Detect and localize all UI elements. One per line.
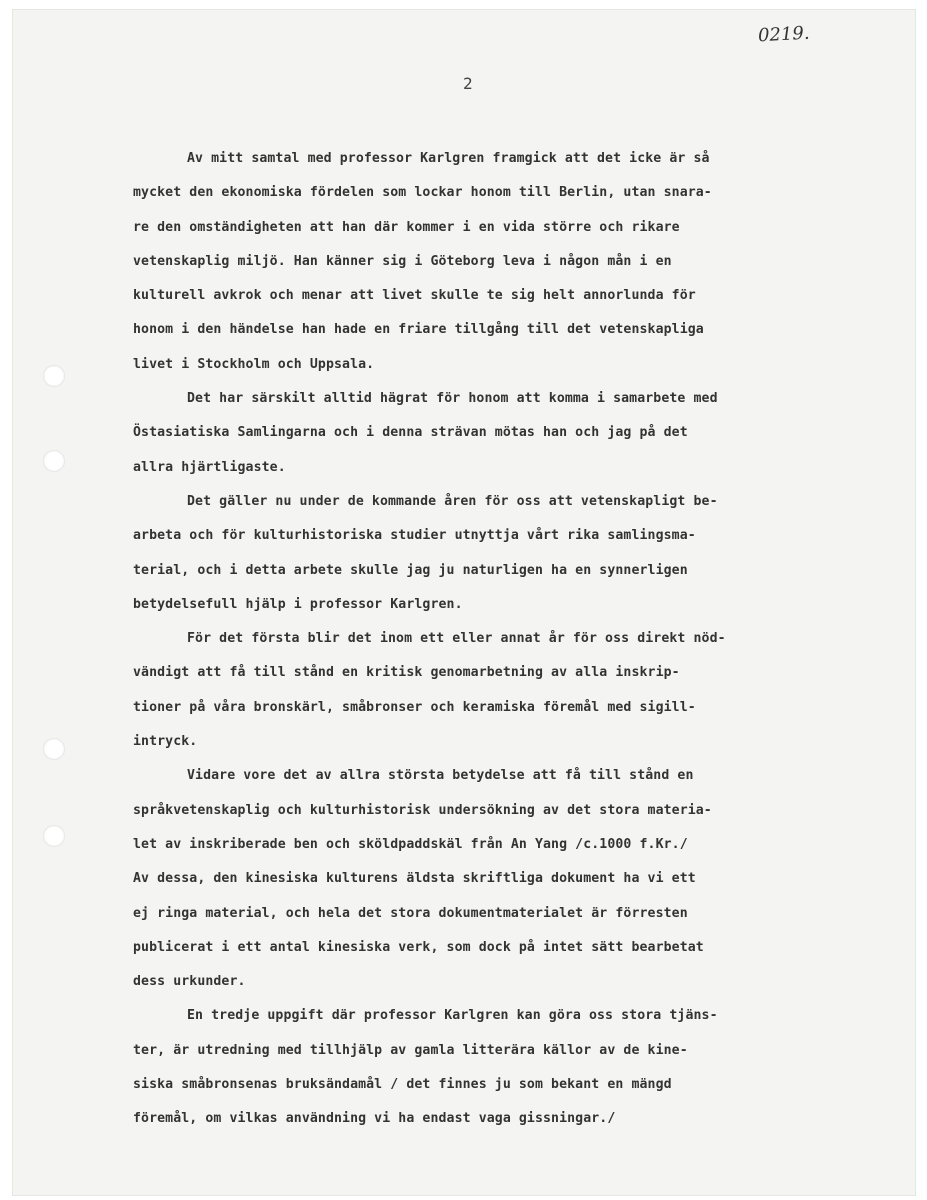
text-line: intryck. <box>133 734 198 750</box>
text-line: publicerat i ett antal kinesiska verk, som dock på intet sätt bearbetat <box>133 939 704 955</box>
text-line: vetenskaplig miljö. Han känner sig i Göteborg leva i någon mån i en <box>133 253 672 269</box>
text-line: honom i den händelse han hade en friare tillgång till det vetenskapliga <box>133 322 704 338</box>
text-line: let av inskriberade ben och sköldpaddskäl från An Yang /c.1000 f.Kr./ <box>133 836 688 852</box>
text-line: En tredje uppgift där professor Karlgren kan göra oss stora tjäns- <box>187 1008 718 1024</box>
punch-hole <box>43 738 65 760</box>
text-line: mycket den ekonomiska fördelen som lockar honom till Berlin, utan snara- <box>133 185 712 201</box>
text-line: För det första blir det inom ett eller annat år för oss direkt nöd- <box>187 631 726 647</box>
punch-hole <box>43 825 65 847</box>
text-line: Östasiatiska Samlingarna och i denna strävan mötas han och jag på det <box>133 425 688 441</box>
text-line: livet i Stockholm och Uppsala. <box>133 356 375 372</box>
text-line: vändigt att få till stånd en kritisk genomarbetning av alla inskrip- <box>133 665 680 681</box>
document-page <box>13 10 915 1195</box>
text-line: terial, och i detta arbete skulle jag ju naturligen ha en synnerligen <box>133 562 688 578</box>
punch-hole <box>43 450 65 472</box>
archive-number: 0219. <box>757 22 811 47</box>
page-number: 2 <box>463 74 473 93</box>
text-line: re den omständigheten att han där kommer i en vida större och rikare <box>133 219 680 235</box>
text-line: Vidare vore det av allra största betydelse att få till stånd en <box>187 768 694 784</box>
letter-body <box>133 142 881 1137</box>
punch-hole <box>43 365 65 387</box>
text-line: ter, är utredning med tillhjälp av gamla litterära källor av de kine- <box>133 1042 688 1058</box>
text-line: Det har särskilt alltid hägrat för honom att komma i samarbete med <box>187 391 718 407</box>
text-line: siska småbronsenas bruksändamål / det finnes ju som bekant en mängd <box>133 1077 672 1093</box>
text-line: Av dessa, den kinesiska kulturens äldsta skriftliga dokument ha vi ett <box>133 871 696 887</box>
text-line: Det gäller nu under de kommande åren för oss att vetenskapligt be- <box>187 493 718 509</box>
text-line: allra hjärtligaste. <box>133 459 286 475</box>
text-line: språkvetenskaplig och kulturhistorisk undersökning av det stora materia- <box>133 802 712 818</box>
text-line: ej ringa material, och hela det stora dokumentmaterialet är förresten <box>133 905 688 921</box>
text-line: dess urkunder. <box>133 974 246 990</box>
text-line: arbeta och för kulturhistoriska studier utnyttja vårt rika samlingsma- <box>133 528 696 544</box>
text-line: föremål, om vilkas användning vi ha endast vaga gissningar./ <box>133 1111 616 1127</box>
text-line: kulturell avkrok och menar att livet skulle te sig helt annorlunda för <box>133 288 696 304</box>
text-line: Av mitt samtal med professor Karlgren framgick att det icke är så <box>187 151 710 166</box>
text-line: betydelsefull hjälp i professor Karlgren. <box>133 596 463 612</box>
text-line: tioner på våra bronskärl, småbronser och keramiska föremål med sigill- <box>133 699 696 715</box>
